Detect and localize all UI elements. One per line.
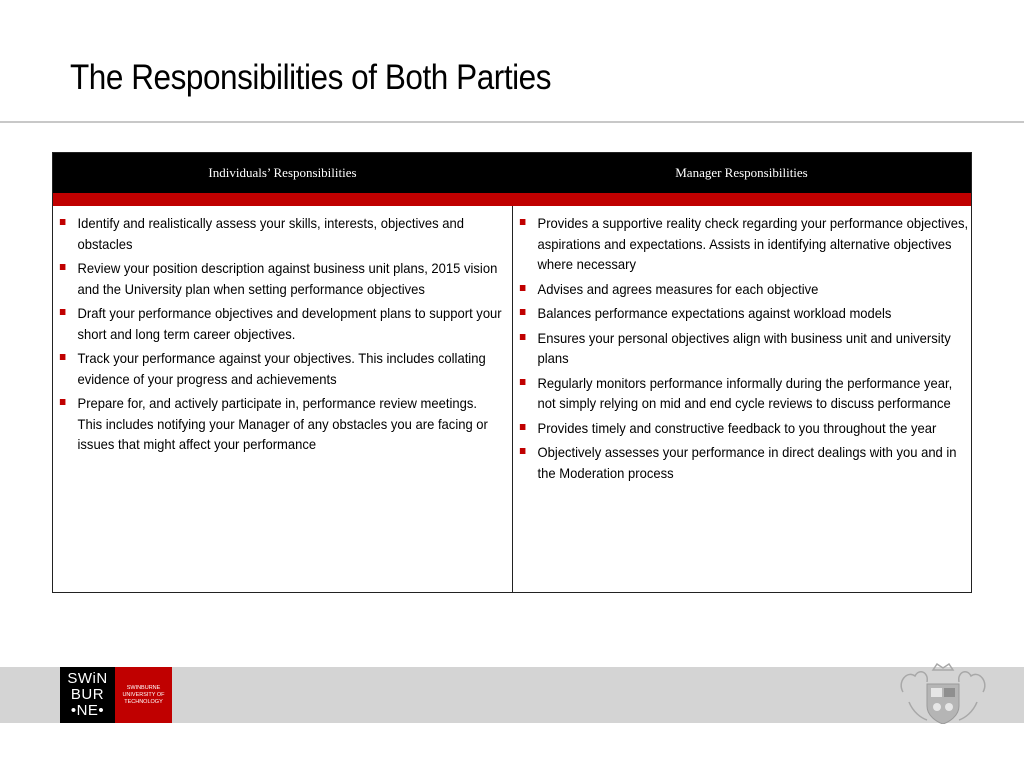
list-item: Objectively assesses your performance in direct dealings with you and in the Moderation process [518,442,969,483]
title-divider [0,121,1024,123]
list-item: Regularly monitors performance informally during the performance year, not simply relying on mid and end cycle reviews to discuss performance [518,373,969,414]
list-item: Draft your performance objectives and development plans to support your short and long term career objectives. [58,303,503,344]
manager-header: Manager Responsibilities [675,165,808,180]
logo-wordmark: SWINBURNE UNIVERSITY OF TECHNOLOGY [115,667,172,723]
table-header-row [53,153,971,193]
manager-column [518,213,969,487]
manager-list [518,213,969,483]
list-item: Review your position description against business unit plans, 2015 vision and the University plan when setting performance objectives [58,258,503,299]
responsibilities-table [52,152,972,593]
list-item: Track your performance against your objectives. This includes collating evidence of your progress and achievements [58,348,503,389]
list-item: Prepare for, and actively participate in, performance review meetings. This includes notifying your Manager of any obstacles you are facing or issues that might affect your performance [58,393,503,455]
slide-title: The Responsibilities of Both Parties [70,58,552,97]
list-item: Identify and realistically assess your skills, interests, objectives and obstacles [58,213,503,254]
column-divider [512,206,513,593]
list-item: Balances performance expectations against workload models [518,303,969,324]
header-accent-band [53,193,971,206]
list-item: Ensures your personal objectives align with business unit and university plans [518,328,969,369]
individuals-column [58,213,503,459]
logo-mark: SWiN BUR •NE• [60,667,115,723]
list-item: Provides timely and constructive feedback to you throughout the year [518,418,969,439]
list-item: Provides a supportive reality check regarding your performance objectives, aspirations and expectations. Assists in identifying alternative objectives where necessary [518,213,969,275]
list-item: Advises and agrees measures for each objective [518,279,969,300]
coat-of-arms-icon [893,662,993,724]
individuals-header: Individuals’ Responsibilities [208,165,357,180]
individuals-list [58,213,503,455]
swinburne-logo [60,667,172,723]
